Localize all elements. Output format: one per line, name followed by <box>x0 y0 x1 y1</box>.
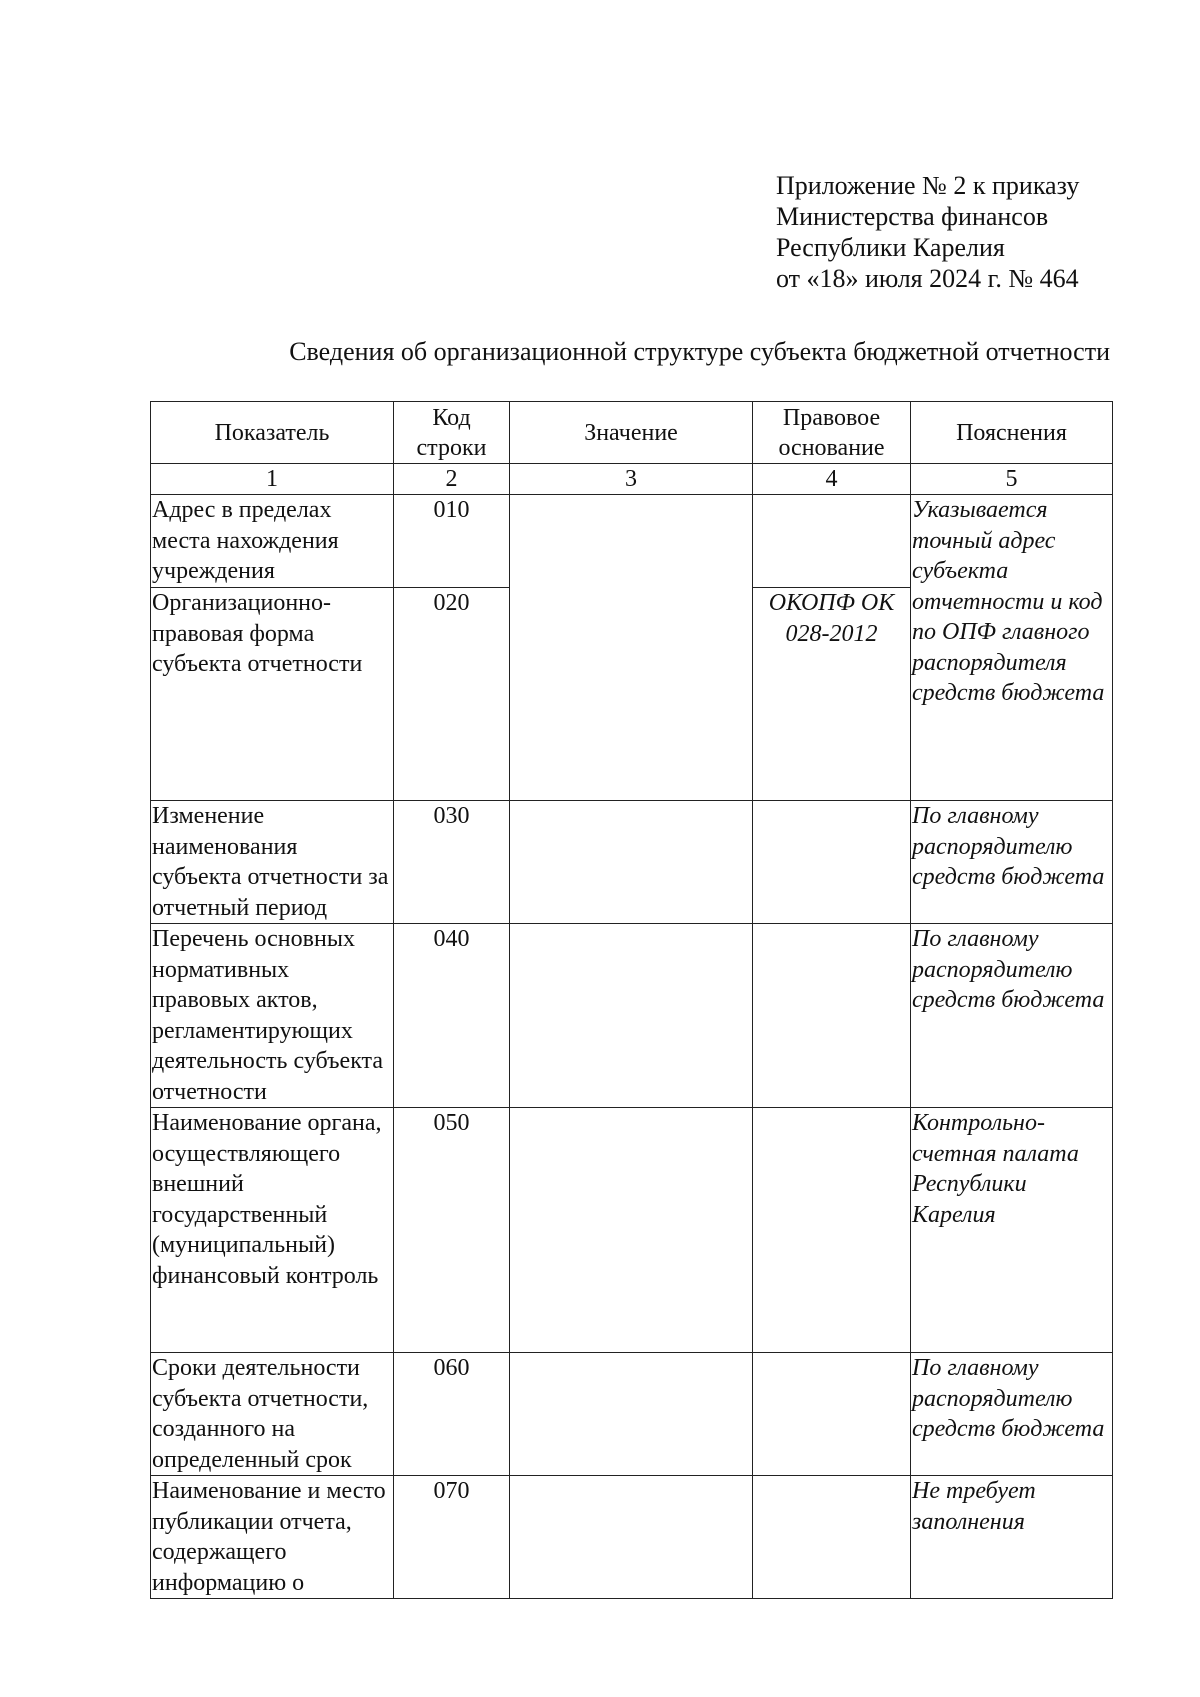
header-note: Пояснения <box>911 402 1113 464</box>
indicator-cell: Изменение наименования субъекта отчетности за отчетный период <box>151 801 394 924</box>
basis-cell <box>753 924 911 1108</box>
basis-cell <box>753 495 911 588</box>
note-cell: Контрольно-счетная палата Республики Карелия <box>911 1108 1113 1353</box>
basis-cell <box>753 801 911 924</box>
note-cell: По главному распорядителю средств бюджета <box>911 924 1113 1108</box>
code-cell: 030 <box>394 801 510 924</box>
basis-cell: ОКОПФ ОК 028-2012 <box>753 588 911 801</box>
code-cell: 060 <box>394 1353 510 1476</box>
org-structure-table <box>150 401 1113 1599</box>
code-cell: 050 <box>394 1108 510 1353</box>
column-number: 4 <box>753 464 911 495</box>
appendix-note <box>776 170 1079 294</box>
appendix-line: Приложение № 2 к приказу <box>776 171 1080 200</box>
table-row <box>151 1476 1113 1599</box>
value-cell <box>510 495 753 801</box>
code-cell: 040 <box>394 924 510 1108</box>
basis-cell <box>753 1353 911 1476</box>
code-cell: 020 <box>394 588 510 801</box>
value-cell <box>510 1476 753 1599</box>
table-row <box>151 801 1113 924</box>
header-basis: Правовое основание <box>753 402 911 464</box>
appendix-line: Республики Карелия <box>776 233 1005 262</box>
column-number: 5 <box>911 464 1113 495</box>
table-row <box>151 924 1113 1108</box>
indicator-cell: Перечень основных нормативных правовых актов, регламентирующих деятельность субъекта отчетности <box>151 924 394 1108</box>
value-cell <box>510 1353 753 1476</box>
indicator-cell: Адрес в пределах места нахождения учреждения <box>151 495 394 588</box>
table-row <box>151 495 1113 588</box>
table-row <box>151 1108 1113 1353</box>
header-value: Значение <box>510 402 753 464</box>
appendix-line: от «18» июля 2024 г. № 464 <box>776 264 1079 293</box>
column-number: 3 <box>510 464 753 495</box>
value-cell <box>510 924 753 1108</box>
basis-cell <box>753 1108 911 1353</box>
value-cell <box>510 1108 753 1353</box>
note-cell: Указывается точный адрес субъекта отчетности и код по ОПФ главного распорядителя средств бюджета <box>911 495 1113 801</box>
column-number: 2 <box>394 464 510 495</box>
note-cell: Не требует заполнения <box>911 1476 1113 1599</box>
indicator-cell: Организационно-правовая форма субъекта отчетности <box>151 588 394 801</box>
indicator-cell: Сроки деятельности субъекта отчетности, созданного на определенный срок <box>151 1353 394 1476</box>
table-header-row <box>151 402 1113 464</box>
header-indicator: Показатель <box>151 402 394 464</box>
table-row <box>151 1353 1113 1476</box>
column-number-row <box>151 464 1113 495</box>
header-code: Код строки <box>394 402 510 464</box>
note-cell: По главному распорядителю средств бюджета <box>911 801 1113 924</box>
basis-cell <box>753 1476 911 1599</box>
appendix-line: Министерства финансов <box>776 202 1049 231</box>
indicator-cell: Наименование и место публикации отчета, содержащего информацию о <box>151 1476 394 1599</box>
note-cell: По главному распорядителю средств бюджета <box>911 1353 1113 1476</box>
code-cell: 010 <box>394 495 510 588</box>
indicator-cell: Наименование органа, осуществляющего внешний государственный (муниципальный) финансовый контроль <box>151 1108 394 1353</box>
document-title: Сведения об организационной структуре субъекта бюджетной отчетности <box>289 337 1110 366</box>
value-cell <box>510 801 753 924</box>
code-cell: 070 <box>394 1476 510 1599</box>
column-number: 1 <box>151 464 394 495</box>
